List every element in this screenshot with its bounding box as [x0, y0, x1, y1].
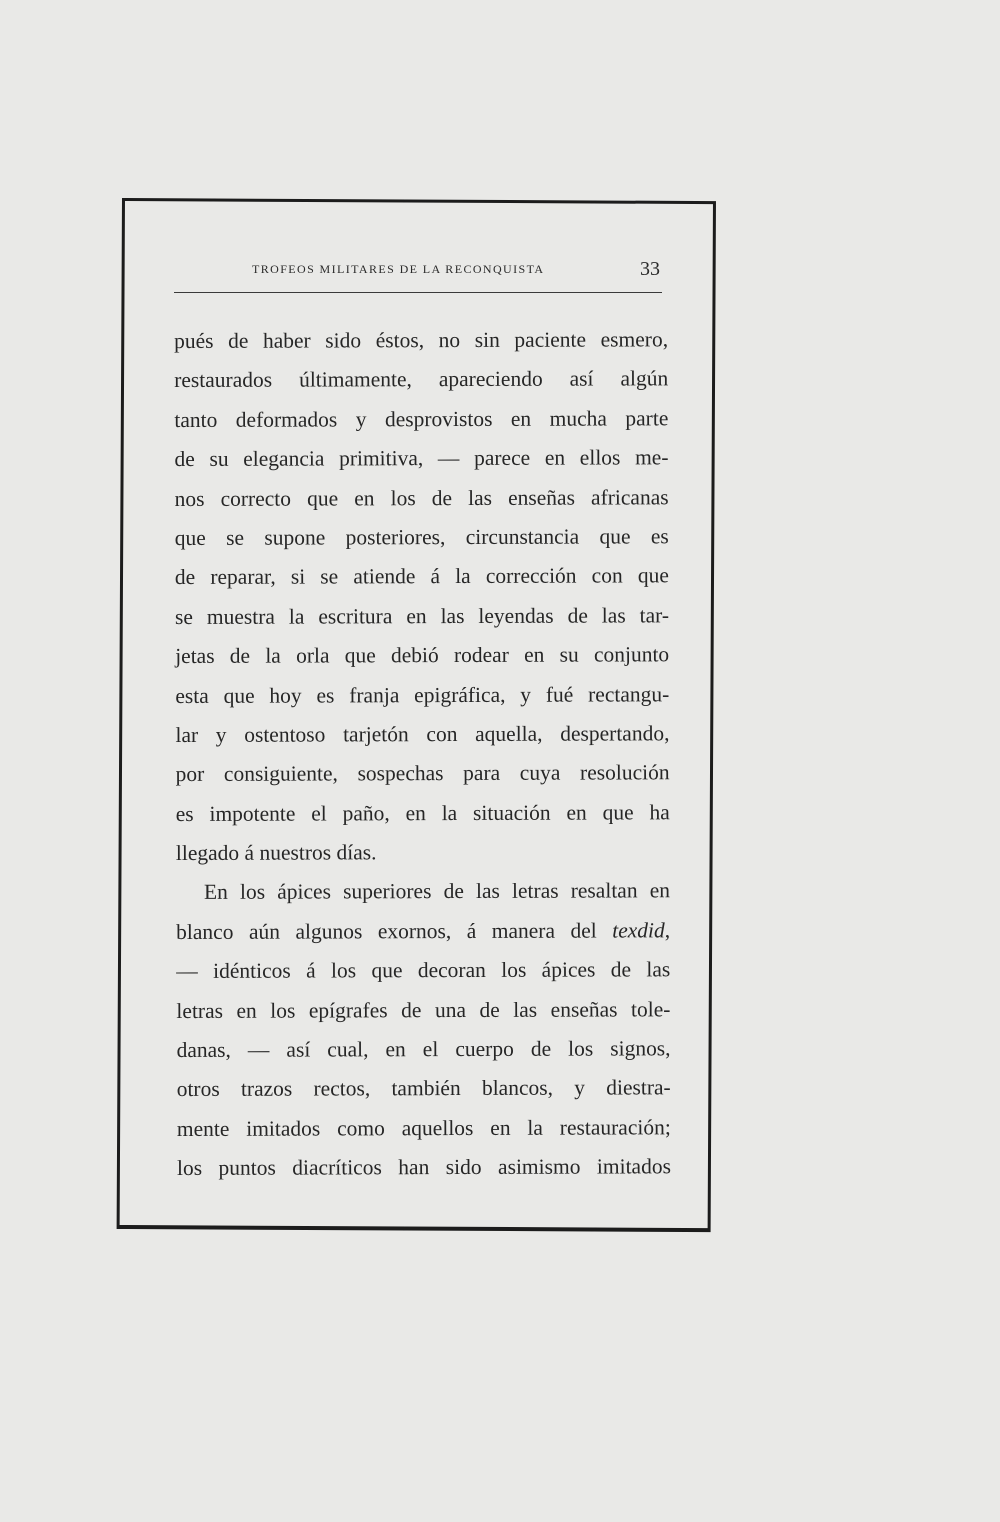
text-line: esta que hoy es franja epigráfica, y fué rectangu-	[175, 681, 670, 708]
text-line: se muestra la escritura en las leyendas de las tar-	[174, 603, 670, 629]
text-line: jetas de la orla que debió rodear en su conjunto	[175, 642, 670, 669]
text-fragment: blanco aún algunos exornos, á manera del	[176, 918, 597, 944]
text-line: nos correcto que en los de las enseñas africanas	[174, 484, 669, 511]
paragraph-end-line: llegado á nuestros días.	[175, 840, 377, 866]
text-line: lar y ostentoso tarjetón con aquella, despertando,	[175, 721, 670, 747]
text-line: que se supone posteriores, circunstancia que es	[174, 524, 669, 550]
text-line: tanto deformados y desprovistos en mucha parte	[174, 406, 669, 432]
text-line: los puntos diacríticos han sido asimismo imitados	[176, 1154, 671, 1181]
text-line-with-italic	[176, 911, 670, 952]
text-line: por consiguiente, sospechas para cuya resolución	[175, 760, 670, 787]
running-head	[174, 258, 664, 288]
text-line: es impotente el paño, en la situación en que ha	[175, 799, 670, 826]
text-line: danas, — así cual, en el cuerpo de los signos,	[176, 1036, 671, 1063]
text-line: de su elegancia primitiva, — parece en ellos me-	[174, 445, 669, 472]
body-text	[174, 320, 671, 1188]
paragraph-start-line: En los ápices superiores de las letras resaltan en	[203, 878, 671, 905]
text-line: restaurados últimamente, apareciendo así algún	[174, 366, 669, 393]
text-line: pués de haber sido éstos, no sin paciente esmero,	[174, 327, 669, 353]
page-number: 33	[640, 258, 660, 280]
text-line: letras en los epígrafes de una de las enseñas tole-	[176, 996, 671, 1023]
text-fragment: ,	[664, 918, 671, 943]
header-rule	[174, 292, 662, 293]
text-line: — idénticos á los que decoran los ápices de las	[176, 957, 671, 984]
text-line: mente imitados como aquellos en la restauración;	[176, 1115, 671, 1141]
running-title: TROFEOS MILITARES DE LA RECONQUISTA	[252, 262, 545, 276]
text-line: otros trazos rectos, también blancos, y diestra-	[176, 1075, 671, 1102]
italic-term: texdid	[612, 918, 665, 943]
text-line: de reparar, si se atiende á la corrección con que	[174, 563, 669, 590]
